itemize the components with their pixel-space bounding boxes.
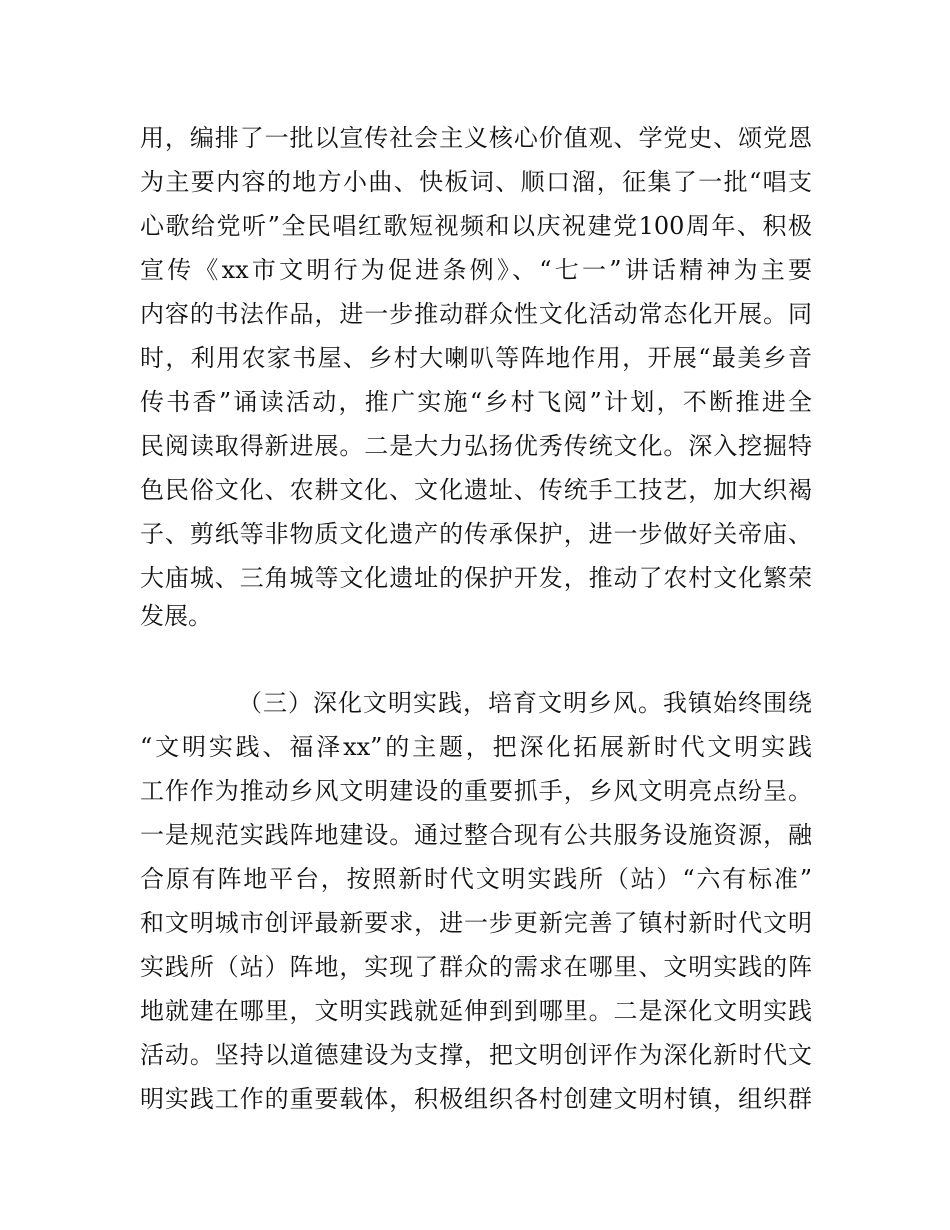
text-line: 宣传《xx市文明行为促进条例》、“七一”讲话精神为主要 (140, 256, 812, 284)
text-line: 传书香”诵读活动，推广实施“乡村飞阅”计划，不断推进全 (140, 388, 812, 416)
section-heading-line: （三）深化文明实践，培育文明乡风。我镇始终围绕 (238, 689, 812, 717)
text-line: 大庙城、三角城等文化遗址的保护开发，推动了农村文化繁荣 (140, 564, 812, 592)
text-line: 一是规范实践阵地建设。通过整合现有公共服务设施资源，融 (140, 821, 812, 849)
text-line: “文明实践、福泽xx”的主题，把深化拓展新时代文明实践 (140, 733, 812, 761)
text-line: 实践所（站）阵地，实现了群众的需求在哪里、文明实践的阵 (140, 953, 812, 981)
text-line: 活动。坚持以道德建设为支撑，把文明创评作为深化新时代文 (140, 1041, 812, 1069)
text-line: 心歌给党听”全民唱红歌短视频和以庆祝建党100周年、积极 (140, 212, 812, 240)
text-line: 时，利用农家书屋、乡村大喇叭等阵地作用，开展“最美乡音 (140, 344, 812, 372)
text-line: 色民俗文化、农耕文化、文化遗址、传统手工技艺，加大织褐 (140, 476, 812, 504)
text-line: 合原有阵地平台，按照新时代文明实践所（站）“六有标准” (140, 865, 812, 893)
text-line: 工作作为推动乡风文明建设的重要抓手，乡风文明亮点纷呈。 (140, 777, 812, 805)
text-line: 为主要内容的地方小曲、快板词、顺口溜，征集了一批“唱支 (140, 168, 812, 196)
text-line: 地就建在哪里，文明实践就延伸到到哪里。二是深化文明实践 (140, 997, 812, 1025)
text-line: 内容的书法作品，进一步推动群众性文化活动常态化开展。同 (140, 300, 812, 328)
text-line: 子、剪纸等非物质文化遗产的传承保护，进一步做好关帝庙、 (140, 520, 812, 548)
text-line: 民阅读取得新进展。二是大力弘扬优秀传统文化。深入挖掘特 (140, 432, 812, 460)
text-line: 用，编排了一批以宣传社会主义核心价值观、学党史、颂党恩 (140, 124, 812, 152)
text-line: 发展。 (140, 602, 212, 630)
text-line: 明实践工作的重要载体，积极组织各村创建文明村镇，组织群 (140, 1085, 812, 1113)
text-line: 和文明城市创评最新要求，进一步更新完善了镇村新时代文明 (140, 909, 812, 937)
